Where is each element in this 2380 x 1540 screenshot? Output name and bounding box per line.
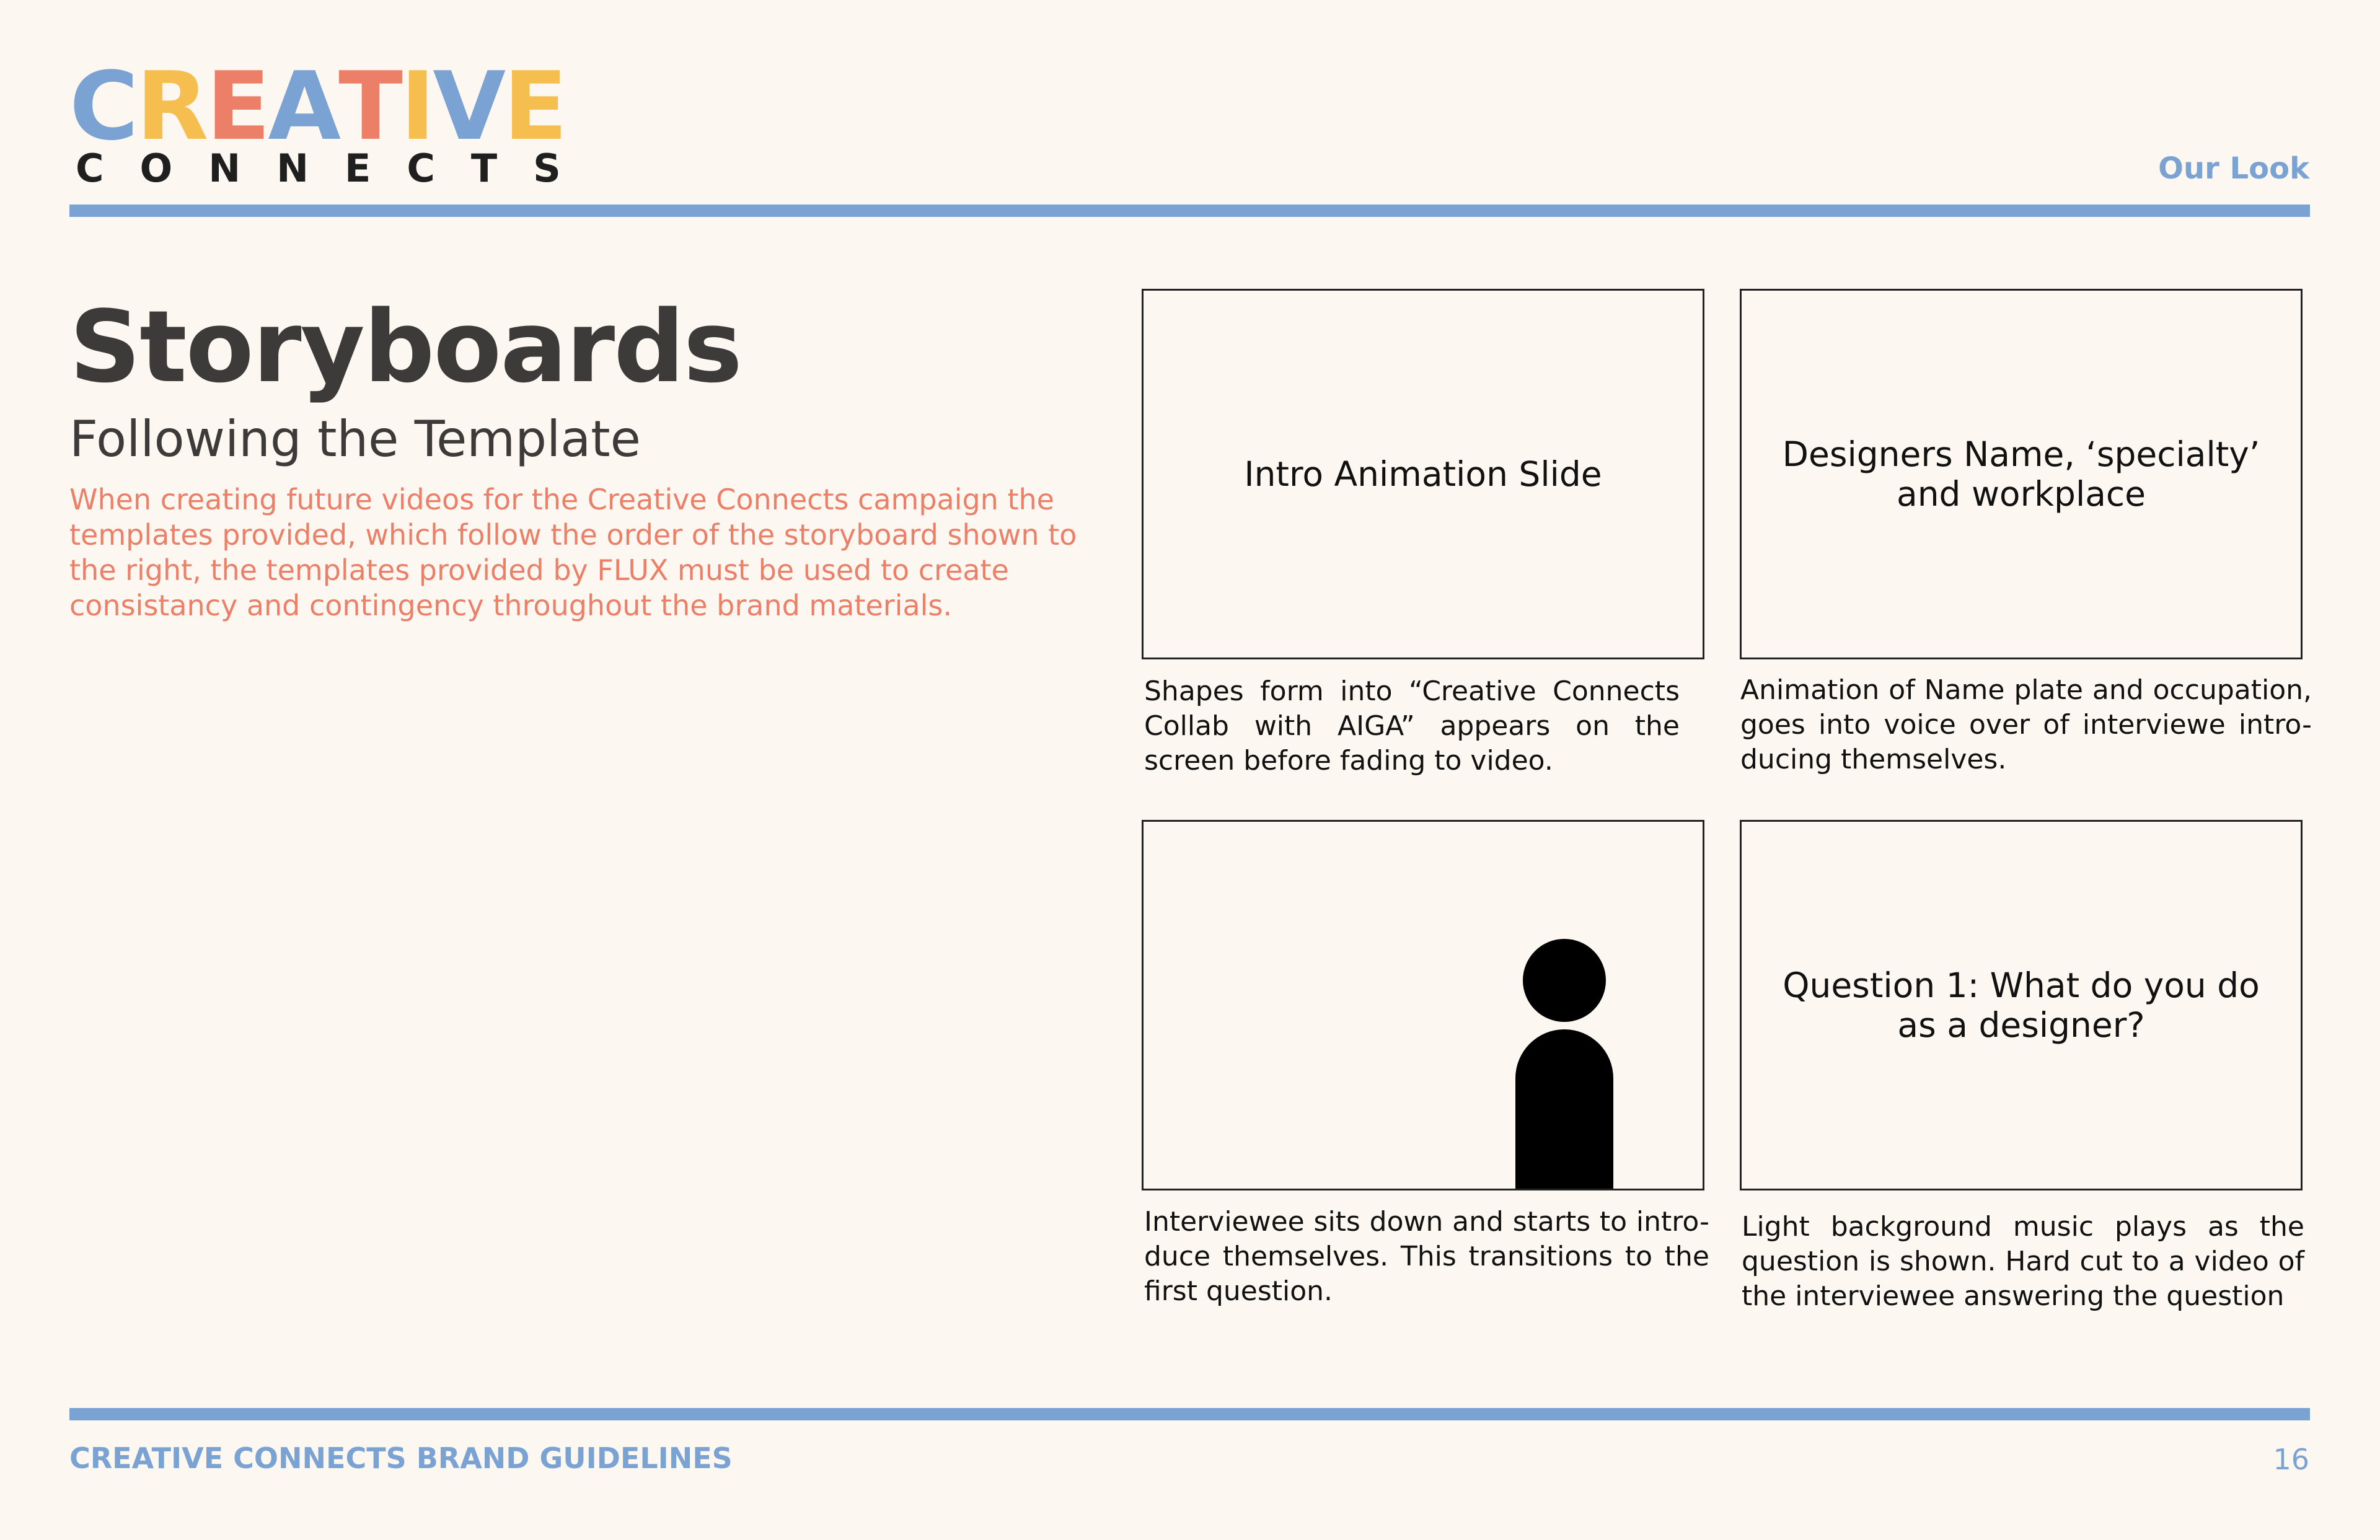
frame-text: Question 1: What do you do as a designer? bbox=[1783, 966, 2260, 1045]
logo-letter: C bbox=[69, 51, 136, 161]
intro-paragraph: When creating future videos for the Creative Connects campaign the templates provided, which follow the order of the storyboard shown to the right, the templates provided by FLUX must be used to create consistancy and contingency throughout the brand materials. bbox=[69, 483, 1077, 622]
storyboard-frame-3 bbox=[1142, 820, 1704, 1190]
logo-wordmark bbox=[69, 51, 565, 161]
frame-text: Intro Animation Slide bbox=[1244, 454, 1602, 494]
page-title: Storyboards bbox=[69, 289, 741, 405]
storyboard-frame-2 bbox=[1740, 289, 2303, 659]
storyboard-frame-4 bbox=[1740, 820, 2303, 1190]
brand-logo bbox=[69, 51, 597, 191]
footer-title: CREATIVE CONNECTS BRAND GUIDELINES bbox=[69, 1441, 733, 1475]
logo-letter: R bbox=[136, 51, 206, 161]
person-silhouette-icon bbox=[1144, 822, 1703, 1189]
frame-caption-3: Interviewee sits down and starts to intro-duce themselves. This transitions to the first question. bbox=[1144, 1206, 1709, 1307]
frame-text: Designers Name, ‘specialty’ and workplace bbox=[1782, 434, 2260, 514]
frame-caption-2: Animation of Name plate and occupation, goes into voice over of interviewe intro-ducing themselves. bbox=[1740, 674, 2312, 775]
frame-caption-1: Shapes form into “Creative Connects Collab with AIGA” appears on the screen before fading to video. bbox=[1144, 675, 1680, 777]
logo-letter: E bbox=[503, 51, 565, 161]
header-divider bbox=[69, 205, 2310, 217]
frame-caption-4: Light background music plays as the question is shown. Hard cut to a video of the interviewee answering the question bbox=[1742, 1211, 2304, 1312]
logo-letter: T bbox=[338, 51, 400, 161]
footer-divider bbox=[69, 1408, 2310, 1420]
logo-letter: A bbox=[268, 51, 339, 161]
logo-letter: V bbox=[433, 51, 503, 161]
section-label: Our Look bbox=[2158, 151, 2309, 186]
page-subtitle: Following the Template bbox=[69, 410, 641, 468]
logo-subtitle: CONNECTS bbox=[76, 146, 597, 191]
logo-letter: E bbox=[206, 51, 268, 161]
logo-letter: I bbox=[400, 51, 433, 161]
page-number: 16 bbox=[2273, 1443, 2309, 1476]
storyboard-frame-1 bbox=[1142, 289, 1704, 659]
